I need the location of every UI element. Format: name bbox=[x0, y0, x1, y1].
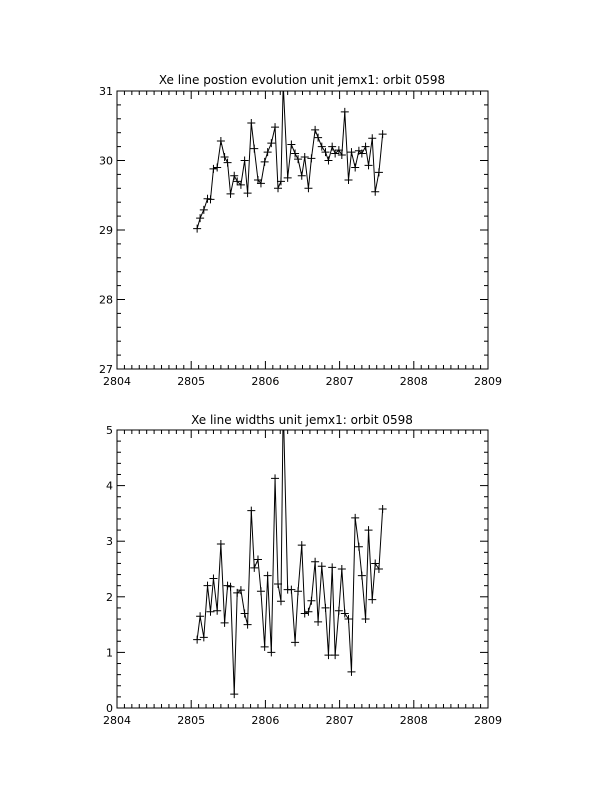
chart-bottom bbox=[103, 402, 502, 727]
top-data-point bbox=[314, 134, 322, 142]
bottom-data-point bbox=[371, 559, 379, 567]
bottom-data-point bbox=[271, 474, 279, 482]
top-y-tick-label: 31 bbox=[99, 85, 113, 98]
top-data-point bbox=[365, 161, 373, 169]
bottom-data-point bbox=[307, 597, 315, 605]
top-data-point bbox=[241, 157, 249, 165]
bottom-data-point bbox=[277, 597, 285, 605]
bottom-data-point bbox=[209, 574, 217, 582]
top-data-point bbox=[244, 189, 252, 197]
bottom-data-point bbox=[311, 558, 319, 566]
top-y-tick-label: 27 bbox=[99, 363, 113, 376]
bottom-x-tick-label: 2806 bbox=[251, 714, 280, 727]
bottom-y-tick-label: 2 bbox=[106, 590, 113, 604]
bottom-data-point bbox=[345, 615, 353, 623]
bottom-data-point bbox=[254, 556, 262, 564]
bottom-data-point bbox=[331, 651, 339, 659]
top-data-point bbox=[196, 214, 204, 222]
bottom-data-point bbox=[221, 619, 229, 627]
bottom-x-tick-label: 2804 bbox=[103, 714, 131, 727]
bottom-data-point bbox=[257, 587, 265, 595]
top-data-point bbox=[351, 163, 359, 171]
bottom-data-point bbox=[230, 690, 238, 698]
top-data-point bbox=[193, 225, 201, 233]
bottom-x-tick-label: 2809 bbox=[474, 714, 502, 727]
top-data-point bbox=[347, 148, 355, 156]
top-data-point bbox=[250, 145, 258, 153]
top-data-point bbox=[261, 158, 269, 166]
bottom-data-point bbox=[375, 565, 383, 573]
bottom-series-line bbox=[197, 402, 383, 694]
top-data-point bbox=[324, 157, 332, 165]
top-data-point bbox=[271, 123, 279, 131]
bottom-data-point bbox=[291, 638, 299, 646]
top-data-point bbox=[345, 176, 353, 184]
bottom-data-point bbox=[368, 596, 376, 604]
top-x-tick-label: 2808 bbox=[399, 375, 428, 388]
top-data-point bbox=[375, 168, 383, 176]
bottom-data-point bbox=[328, 563, 336, 571]
top-y-tick-label: 29 bbox=[99, 224, 113, 237]
top-x-tick-label: 2806 bbox=[251, 375, 280, 388]
top-data-point bbox=[341, 108, 349, 116]
chart-top-title: Xe line postion evolution unit jemx1: orbit 0598 bbox=[158, 73, 446, 87]
bottom-data-point bbox=[351, 514, 359, 522]
top-data bbox=[193, 84, 386, 233]
bottom-data-point bbox=[206, 608, 214, 616]
top-data-point bbox=[362, 143, 370, 151]
top-data-point bbox=[301, 153, 309, 161]
top-data-point bbox=[307, 154, 315, 162]
bottom-data-point bbox=[355, 543, 363, 551]
chart-top bbox=[99, 84, 502, 388]
bottom-data-point bbox=[314, 618, 322, 626]
bottom-data-point bbox=[298, 541, 306, 549]
top-data-point bbox=[368, 134, 376, 142]
bottom-data-point bbox=[250, 564, 258, 572]
bottom-x-tick-label: 2808 bbox=[399, 714, 428, 727]
top-data-point bbox=[264, 148, 272, 156]
top-data-point bbox=[322, 148, 330, 156]
bottom-data-point bbox=[264, 572, 272, 580]
top-data-point bbox=[379, 130, 387, 138]
bottom-data-point bbox=[200, 633, 208, 641]
bottom-data bbox=[193, 402, 386, 698]
bottom-data-point bbox=[365, 526, 373, 534]
bottom-data-point bbox=[301, 609, 309, 617]
bottom-y-tick-label: 0 bbox=[106, 702, 113, 715]
top-data-point bbox=[217, 137, 225, 145]
top-data-point bbox=[213, 163, 221, 171]
bottom-x-tick-label: 2805 bbox=[177, 714, 206, 727]
top-data-point bbox=[328, 143, 336, 151]
bottom-y-tick-label: 5 bbox=[106, 424, 113, 437]
bottom-y-tick-label: 3 bbox=[106, 535, 113, 549]
top-data-point bbox=[274, 184, 282, 192]
top-data-point bbox=[371, 188, 379, 196]
top-data-point bbox=[287, 141, 295, 149]
bottom-data-point bbox=[204, 582, 212, 590]
top-data-point bbox=[311, 126, 319, 134]
bottom-data-point bbox=[196, 612, 204, 620]
bottom-data-point bbox=[362, 615, 370, 623]
bottom-x-tick-label: 2807 bbox=[325, 714, 354, 727]
bottom-data-point bbox=[322, 604, 330, 612]
top-data-point bbox=[318, 143, 326, 151]
top-data-point bbox=[247, 119, 255, 127]
top-data-point bbox=[200, 206, 208, 214]
top-plot-frame bbox=[117, 91, 488, 369]
bottom-data-point bbox=[247, 507, 255, 515]
top-x-tick-label: 2804 bbox=[103, 375, 131, 388]
top-y-tick-label: 30 bbox=[99, 154, 113, 168]
top-x-tick-label: 2807 bbox=[325, 375, 354, 388]
top-data-point bbox=[304, 184, 312, 192]
bottom-data-point bbox=[338, 565, 346, 573]
bottom-data-point bbox=[379, 505, 387, 513]
bottom-data-point bbox=[294, 587, 302, 595]
top-x-tick-label: 2809 bbox=[474, 375, 502, 388]
bottom-data-point bbox=[358, 572, 366, 580]
bottom-data-point bbox=[304, 608, 312, 616]
bottom-data-point bbox=[193, 636, 201, 644]
top-x-tick-label: 2805 bbox=[177, 375, 206, 388]
top-data-point bbox=[227, 190, 235, 198]
bottom-y-tick-label: 4 bbox=[106, 479, 113, 493]
chart-bottom-title: Xe line widths unit jemx1: orbit 0598 bbox=[191, 413, 413, 427]
bottom-data-point bbox=[244, 621, 252, 629]
bottom-data-point bbox=[213, 607, 221, 615]
top-y-tick-label: 28 bbox=[99, 293, 113, 307]
bottom-data-point bbox=[267, 648, 275, 656]
bottom-data-point bbox=[318, 562, 326, 570]
bottom-data-point bbox=[261, 643, 269, 651]
bottom-data-point bbox=[287, 586, 295, 594]
top-data-point bbox=[267, 139, 275, 147]
bottom-data-point bbox=[217, 540, 225, 548]
top-data-point bbox=[209, 165, 217, 173]
bottom-data-point bbox=[347, 668, 355, 676]
bottom-y-tick-label: 1 bbox=[106, 646, 113, 660]
top-data-point bbox=[298, 172, 306, 180]
top-data-point bbox=[284, 174, 292, 182]
